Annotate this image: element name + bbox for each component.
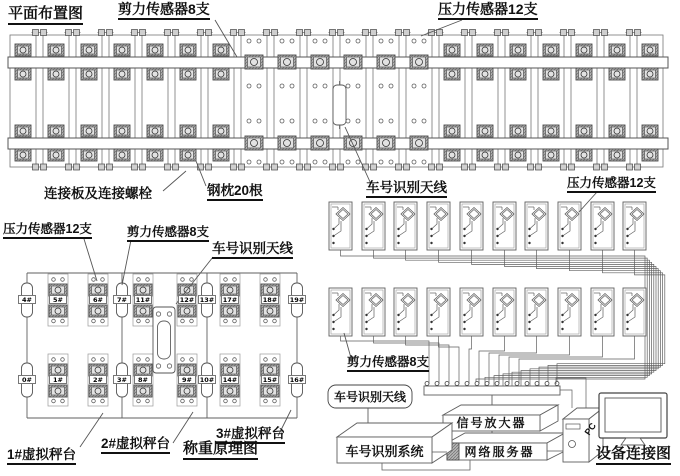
sensor-number-tag: 15# — [262, 376, 278, 384]
platform-3-label: 3#虚拟秤台 — [216, 427, 285, 442]
sensor-number-tag: 14# — [222, 376, 238, 384]
sensor-number-tag: 9# — [178, 375, 196, 384]
sensor-number-tag: 8# — [134, 375, 152, 384]
sensor-number-tag: 4# — [18, 295, 36, 304]
plan-antenna-label: 车号识别天线 — [366, 181, 447, 196]
amplifier-label: 信号放大器 — [456, 416, 527, 430]
sensor-number-tag: 12# — [179, 296, 195, 304]
sensor-number-tag: 6# — [89, 295, 107, 304]
platform-2-label: 2#虚拟秤台 — [101, 437, 170, 452]
platform-1-label: 1#虚拟秤台 — [7, 448, 76, 463]
sensor-number-tag: 13# — [199, 296, 215, 304]
sensor-number-tag: 3# — [113, 375, 131, 384]
sensor-number-tag: 17# — [222, 296, 238, 304]
plan-title: 平面布置图 — [8, 6, 83, 23]
principle-title: 称重原理图 — [183, 441, 258, 458]
plan-plate-label: 连接板及连接螺栓 — [44, 186, 152, 201]
connection-pressure-label: 压力传感器12支 — [567, 177, 656, 191]
sensor-number-tag: 2# — [89, 375, 107, 384]
pc-tower-label: PC — [582, 421, 598, 437]
plan-shear-label: 剪力传感器8支 — [118, 2, 210, 17]
principle-antenna-label: 车号识别天线 — [212, 242, 293, 257]
sensor-number-tag: 1# — [49, 375, 67, 384]
sensor-number-tag: 18# — [262, 296, 278, 304]
plan-pressure-label: 压力传感器12支 — [438, 2, 538, 17]
plan-sleeper-label: 钢枕20根 — [207, 184, 263, 199]
recognition-system-label: 车号识别系统 — [345, 443, 424, 459]
sensor-number-tag: 5# — [49, 295, 67, 304]
sensor-number-tag: 19# — [289, 296, 305, 304]
sensor-number-tag: 7# — [113, 295, 131, 304]
sensor-number-tag: 11# — [135, 296, 151, 304]
principle-pressure-label: 压力传感器12支 — [3, 223, 92, 237]
antenna-box-label: 车号识别天线 — [333, 390, 406, 404]
server-label: 网络服务器 — [464, 445, 535, 459]
sensor-number-tag: 10# — [199, 376, 215, 384]
sensor-number-tag: 16# — [289, 376, 305, 384]
connection-shear-label: 剪力传感器8支 — [347, 356, 429, 370]
sensor-number-tag: 0# — [18, 375, 36, 384]
connection-title: 设备连接图 — [596, 446, 671, 463]
principle-shear-label: 剪力传感器8支 — [127, 226, 209, 240]
